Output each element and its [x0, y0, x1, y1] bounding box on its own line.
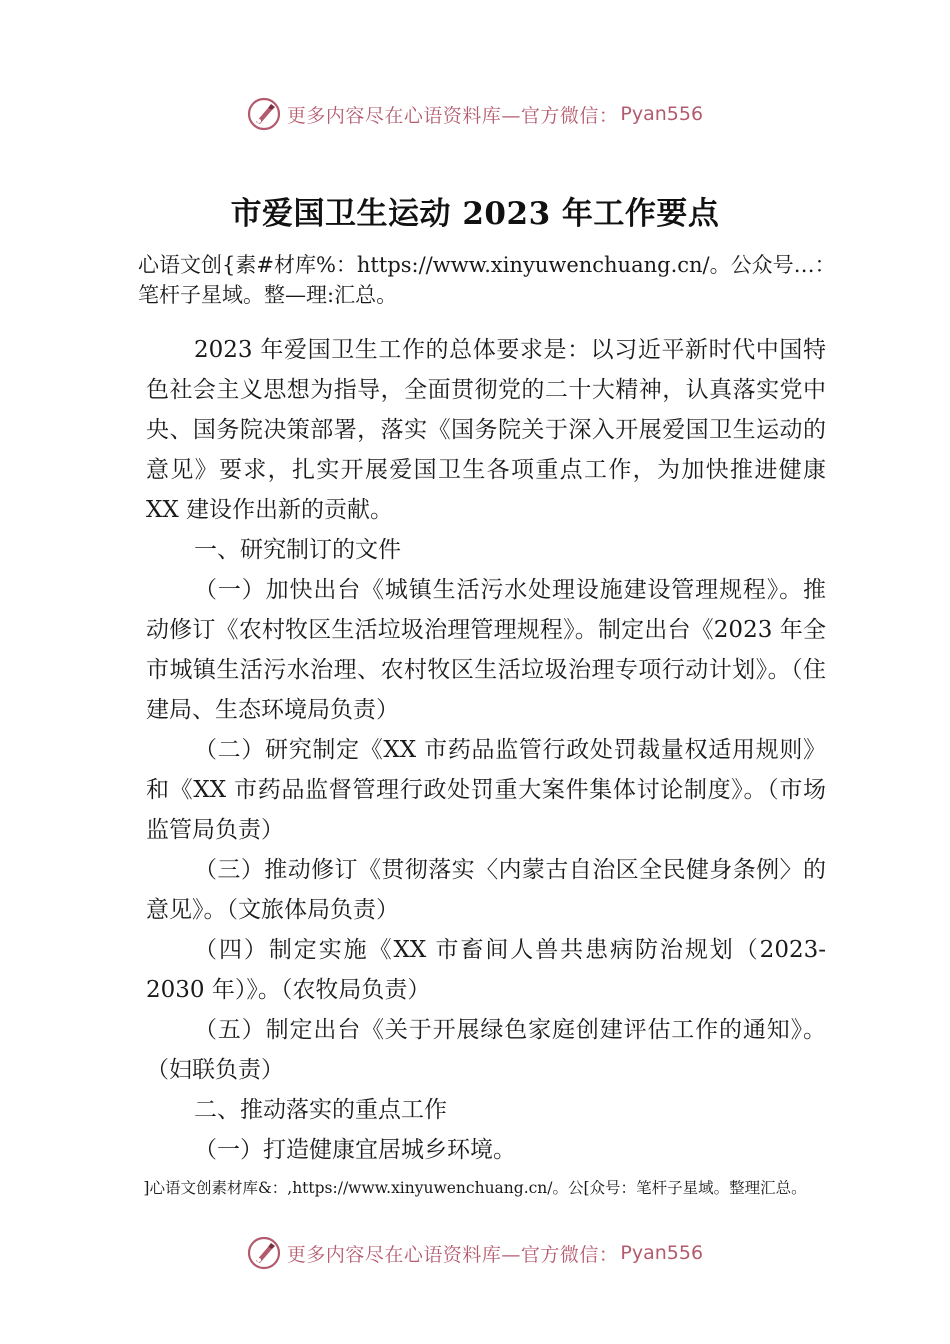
section-heading-1: 一、研究制订的文件 — [194, 537, 401, 563]
footer-source-note: ]心语文创素材库&：,https://www.xinyuwenchuang.cn/。公[众号：笔杆子星域。整理汇总。 — [143, 1179, 807, 1197]
pen-nib-logo-icon — [247, 1236, 281, 1270]
top-watermark-banner — [0, 94, 950, 134]
watermark-contact: Pyan556 — [620, 1242, 704, 1264]
document-body — [146, 330, 826, 1170]
watermark-text: 更多内容尽在心语资料库—官方微信： — [286, 104, 619, 127]
document-title: 市爱国卫生运动 2023 年工作要点 — [230, 196, 720, 232]
paragraph-intro: 2023 年爱国卫生工作的总体要求是：以习近平新时代中国特色社会主义思想为指导，全面贯彻党的二十大精神，认真落实党中央、国务院决策部署，落实《国务院关于深入开展爱国卫生运动的意见》要求，扎实开展爱国卫生各项重点工作，为加快推进健康 XX 建设作出新的贡献。 — [146, 337, 826, 523]
paragraph-item-1-4: （四）制定实施《XX 市畜间人兽共患病防治规划（2023-2030 年）》。（农牧局负责） — [146, 937, 826, 1003]
paragraph-item-1-2: （二）研究制定《XX 市药品监管行政处罚裁量权适用规则》和《XX 市药品监督管理行政处罚重大案件集体讨论制度》。（市场监管局负责） — [146, 737, 826, 843]
watermark-contact: Pyan556 — [620, 103, 704, 125]
pen-nib-logo-icon — [247, 97, 281, 131]
paragraph-item-1-5: （五）制定出台《关于开展绿色家庭创建评估工作的通知》。（妇联负责） — [146, 1017, 826, 1083]
source-note: 心语文创{素#材库%：https://www.xinyuwenchuang.cn/。公众号…：笔杆子星域。整—理:汇总。 — [138, 253, 836, 307]
watermark-text: 更多内容尽在心语资料库—官方微信： — [286, 1243, 619, 1266]
paragraph-item-1-1: （一）加快出台《城镇生活污水处理设施建设管理规程》。推动修订《农村牧区生活垃圾治理管理规程》。制定出台《2023 年全市城镇生活污水治理、农村牧区生活垃圾治理专项行动计划》。（住建局、生态环境局负责） — [146, 577, 826, 723]
section-heading-2: 二、推动落实的重点工作 — [194, 1097, 447, 1123]
paragraph-item-2-1: （一）打造健康宜居城乡环境。 — [194, 1137, 516, 1163]
paragraph-item-1-3: （三）推动修订《贯彻落实〈内蒙古自治区全民健身条例〉的意见》。（文旅体局负责） — [146, 857, 826, 923]
bottom-watermark-banner — [0, 1233, 950, 1273]
